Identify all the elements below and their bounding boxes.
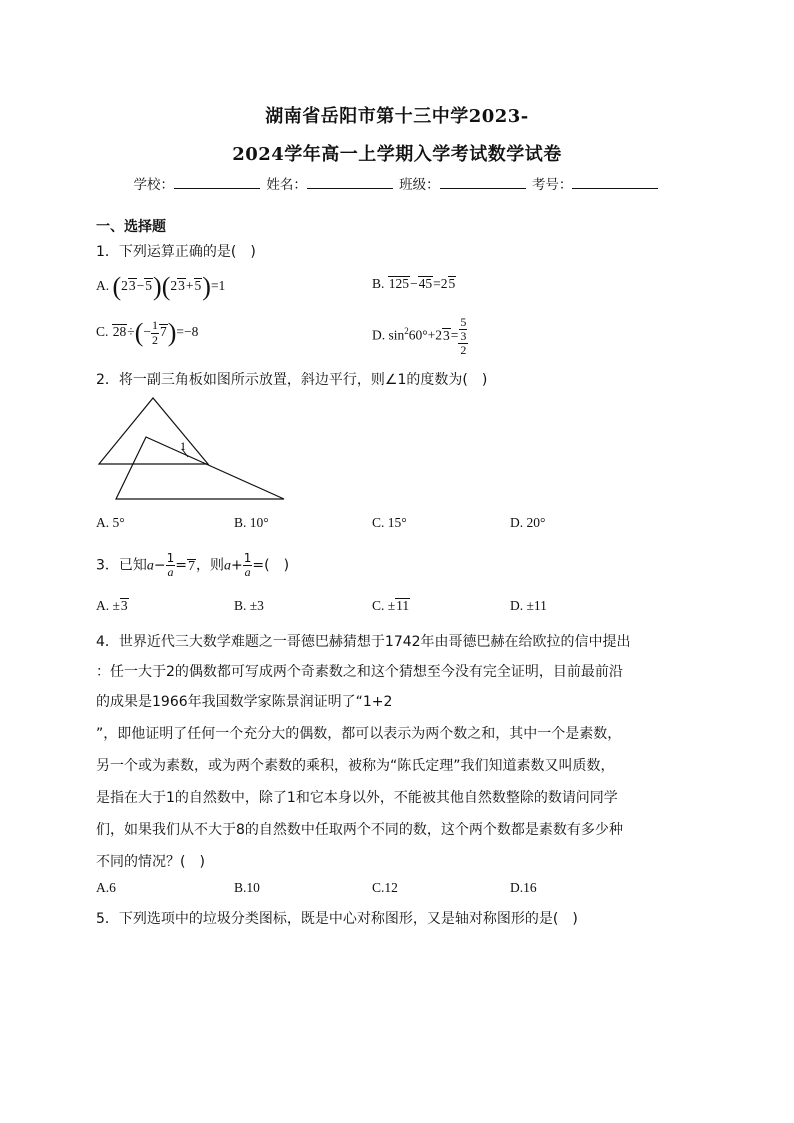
q1-option-c: C. 28÷(− $\frac{1}{2}$ 7)=−8 <box>96 318 199 347</box>
school-label: 学校： <box>133 177 175 193</box>
q4-option-c: C.12 <box>372 880 398 895</box>
q3-option-d: D. ±11 <box>510 598 547 613</box>
q4-line-4: ”，即他证明了任何一个充分大的偶数，都可以表示为两个数之和，其中一个是素数， <box>96 726 622 742</box>
q1-option-d: D. $\sin^260^\circ+23=$ 5 3 2 <box>372 315 467 357</box>
q1-option-d-letter: D. <box>372 327 386 343</box>
q4-line-8: 不同的情况？( ) <box>96 854 205 870</box>
q3-option-a: A. ±3 <box>96 598 128 613</box>
title-line-2: 2024学年高一上学期入学考试数学试卷 <box>232 144 562 165</box>
number-blank[interactable] <box>572 176 658 189</box>
q4-line-5: 另一个或为素数，或为两个素数的乘积，被称为“陈氏定理”我们知道素数又叫质数， <box>96 758 615 774</box>
class-blank[interactable] <box>440 176 526 189</box>
q3-stem-pre: 3．已知 <box>96 557 147 574</box>
q2-option-a: A. 5° <box>96 515 125 530</box>
q5-stem: 5．下列选项中的垃圾分类图标，既是中心对称图形，又是轴对称图形的是( ) <box>96 911 578 927</box>
q3-stem-post: =( ) <box>252 557 290 574</box>
q1-option-b: B. 125−45=25 <box>372 276 456 291</box>
q4-line-3: 的成果是1966年我国数学家陈景润证明了“1+2 <box>96 694 393 710</box>
q3-stem-mid: ，则 <box>196 557 225 574</box>
q2-option-b: B. 10° <box>234 515 269 530</box>
large-set-square <box>99 398 208 464</box>
section-title: 一、选择题 <box>96 219 166 235</box>
student-info-row <box>0 173 794 193</box>
q3-stem: 3．已知a− $\frac{1}{a}$ =7，则a+ $\frac{1}{a}$ =( ) <box>96 551 290 580</box>
triangle-figure <box>96 395 296 505</box>
number-label: 考号： <box>531 177 573 193</box>
q1-option-c-letter: C. <box>96 324 109 340</box>
school-blank[interactable] <box>174 176 260 189</box>
q1-option-a-letter: A. <box>96 278 110 294</box>
q3-option-c-text: C. ± <box>372 598 396 613</box>
small-set-square <box>116 437 284 499</box>
q2-stem: 2．将一副三角板如图所示放置，斜边平行，则∠1的度数为( ) <box>96 372 488 388</box>
q2-option-c: C. 15° <box>372 515 407 530</box>
q4-line-6: 是指在大于1的自然数中，除了1和它本身以外，不能被其他自然数整除的数请问同学 <box>96 790 618 806</box>
paren: ( <box>112 272 122 301</box>
q1-stem: 1．下列运算正确的是( ) <box>96 244 256 260</box>
name-blank[interactable] <box>307 176 393 189</box>
q4-line-2: ：任一大于2的偶数都可写成两个奇素数之和这个猜想至今没有完全证明，目前最前沿 <box>96 664 623 680</box>
class-label: 班级： <box>399 177 440 193</box>
q4-option-d: D.16 <box>510 880 537 895</box>
q3-option-c: C. ±11 <box>372 598 410 613</box>
q4-line-1: 4．世界近代三大数学难题之一哥德巴赫猜想于1742年由哥德巴赫在给欧拉的信中提出 <box>96 634 631 650</box>
q3-option-b: B. ±3 <box>234 598 264 613</box>
q1-option-a: A. (23−5)(23+5)=1 <box>96 272 226 301</box>
angle-label: 1 <box>180 439 186 453</box>
q4-option-b: B.10 <box>234 880 260 895</box>
q3-option-a-text: A. ± <box>96 598 120 613</box>
q4-line-7: 们，如果我们从不大于8的自然数中任取两个不同的数，这个两个数都是素数有多少种 <box>96 822 623 838</box>
name-label: 姓名： <box>266 177 307 193</box>
q4-option-a: A.6 <box>96 880 116 895</box>
q1-option-b-letter: B. <box>372 276 385 291</box>
q2-option-d: D. 20° <box>510 515 546 530</box>
title-line-1: 湖南省岳阳市第十三中学2023- <box>265 106 529 127</box>
